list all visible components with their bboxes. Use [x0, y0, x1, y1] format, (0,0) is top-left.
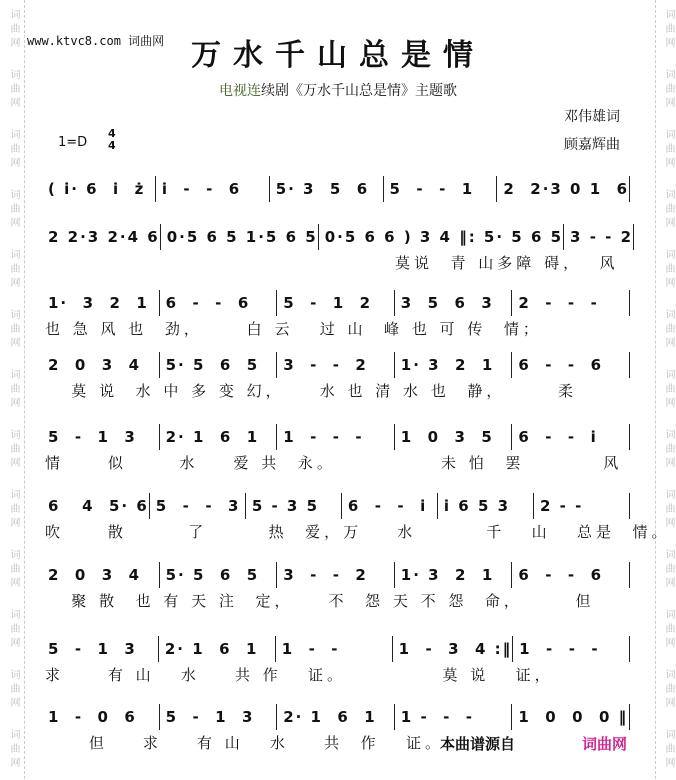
watermark-text: 词曲网	[8, 189, 19, 231]
watermark-text: 词曲网	[8, 369, 19, 411]
subtitle-green: 电视连	[219, 83, 261, 99]
measure: 6 - - 6	[512, 352, 630, 378]
subtitle	[0, 80, 676, 100]
score-row	[42, 290, 630, 316]
watermark-text: 词曲网	[8, 429, 19, 471]
key-signature: 1=D	[58, 135, 88, 150]
measure: 1· 3 2 1	[395, 562, 513, 588]
watermark-text: 词曲网	[663, 9, 674, 51]
source-site: 词曲网	[582, 735, 628, 753]
watermark-text: 词曲网	[663, 609, 674, 651]
subtitle-rest: 续剧《万水千山总是情》主题歌	[261, 83, 457, 99]
measure: 2· 1 6 1	[277, 704, 395, 730]
score-row	[42, 176, 630, 202]
time-top: 4	[108, 127, 116, 140]
measure: 2 2·3 0 1 6	[497, 176, 630, 202]
measure: 2 0 3 4	[42, 352, 160, 378]
watermark-text: 词曲网	[8, 129, 19, 171]
lyric-line: 聚 散 也 有 天 注 定， 不 怨 天 不 怨 命， 但	[45, 592, 595, 610]
measure: 6 4 5· 6	[42, 493, 150, 519]
measure: 1 - - -	[277, 424, 395, 450]
measure: 5 - - 3	[150, 493, 246, 519]
watermark-text: 词曲网	[663, 309, 674, 351]
measure: i - - 6	[156, 176, 270, 202]
measure: 5 - 1 3	[42, 636, 159, 662]
measure: 0·5 6 6 ) 3 4 ‖: 5· 5 6 5	[319, 224, 564, 250]
lyric-line: 莫 说 水 中 多 变 幻， 水 也 清 水 也 静， 柔	[45, 382, 577, 400]
measure: i 6 5 3	[438, 493, 534, 519]
right-margin-line	[655, 0, 656, 779]
measure: 5 - 1 3	[160, 704, 278, 730]
score-row	[42, 224, 634, 250]
watermark-text: 词曲网	[8, 669, 19, 711]
score-row	[42, 704, 630, 730]
lyric-line: 但 求 有 山 水 共 作 证。	[45, 734, 444, 752]
measure: 1 - -	[276, 636, 393, 662]
measure: 3 5 6 3	[395, 290, 513, 316]
measure: 2· 1 6 1	[159, 636, 276, 662]
measure: 1 - - -	[395, 704, 513, 730]
watermark-text: 词曲网	[663, 69, 674, 111]
watermark-text: 词曲网	[663, 549, 674, 591]
watermark-text: 词曲网	[8, 549, 19, 591]
lyricist: 邓伟雄词	[564, 109, 620, 125]
measure: 1 0 3 5	[395, 424, 513, 450]
watermark-left	[3, 0, 21, 779]
watermark-text: 词曲网	[8, 489, 19, 531]
measure: 5 - - 1	[384, 176, 498, 202]
measure: 6 - - i	[342, 493, 438, 519]
score-row	[42, 636, 630, 662]
composer: 顾嘉辉曲	[564, 137, 620, 153]
watermark-text: 词曲网	[663, 429, 674, 471]
measure: 5· 3 5 6	[270, 176, 384, 202]
measure: 2 0 3 4	[42, 562, 160, 588]
measure: 1 - 0 6	[42, 704, 160, 730]
watermark-text: 词曲网	[8, 729, 19, 771]
measure: ( i· 6 i ż	[42, 176, 156, 202]
watermark-text: 词曲网	[8, 249, 19, 291]
lyric-line: 莫说 青 山多障 碍， 风	[395, 254, 619, 272]
measure: 1· 3 2 1	[395, 352, 513, 378]
watermark-text: 词曲网	[663, 369, 674, 411]
measure: 3 - - 2	[277, 562, 395, 588]
lyric-line: 也 急 风 也 劲， 白 云 过 山 峰 也 可 传 情；	[45, 320, 542, 338]
measure: 2· 1 6 1	[160, 424, 278, 450]
watermark-text: 词曲网	[663, 729, 674, 771]
watermark-text: 词曲网	[663, 129, 674, 171]
measure: 1 - - -	[513, 636, 630, 662]
measure: 1 - 3 4 :‖	[393, 636, 514, 662]
measure: 1· 3 2 1	[42, 290, 160, 316]
score-row	[42, 493, 630, 519]
measure: 5 - 1 2	[277, 290, 395, 316]
measure: 6 - - 6	[512, 562, 630, 588]
measure: 0·5 6 5 1·5 6 5	[161, 224, 319, 250]
measure: 2 - -	[534, 493, 630, 519]
lyric-line: 吹 散 了 热 爱，万 水 千 山 总是 情。	[45, 523, 671, 541]
lyric-line: 情 似 水 爱 共 永。 未 怕 罢 风	[45, 454, 623, 472]
watermark-text: 词曲网	[663, 669, 674, 711]
time-bottom: 4	[108, 139, 116, 152]
left-margin-line	[24, 0, 25, 779]
song-title: 万水千山总是情	[191, 38, 485, 73]
watermark-text: 词曲网	[663, 189, 674, 231]
time-signature	[108, 128, 116, 152]
measure: 6 - - 6	[160, 290, 278, 316]
measure: 5 - 1 3	[42, 424, 160, 450]
score-row	[42, 352, 630, 378]
score-row	[42, 562, 630, 588]
watermark-text: 词曲网	[8, 9, 19, 51]
measure: 1 0 0 0 ‖	[512, 704, 630, 730]
source-label: 本曲谱源自	[440, 735, 516, 753]
watermark-text: 词曲网	[8, 609, 19, 651]
measure: 5 - 3 5	[246, 493, 342, 519]
site-url: www.ktvc8.com 词曲网	[27, 34, 165, 48]
score-row	[42, 424, 630, 450]
watermark-text: 词曲网	[663, 249, 674, 291]
watermark-text: 词曲网	[8, 69, 19, 111]
measure: 3 - - 2	[564, 224, 634, 250]
watermark-text: 词曲网	[663, 489, 674, 531]
lyric-line: 求 有 山 水 共 作 证。 莫 说 证，	[45, 666, 554, 684]
watermark-right	[658, 0, 676, 779]
watermark-text: 词曲网	[8, 309, 19, 351]
measure: 2 - - -	[512, 290, 630, 316]
measure: 5· 5 6 5	[160, 562, 278, 588]
measure: 5· 5 6 5	[160, 352, 278, 378]
measure: 6 - - i	[512, 424, 630, 450]
measure: 3 - - 2	[277, 352, 395, 378]
measure: 2 2·3 2·4 6	[42, 224, 161, 250]
